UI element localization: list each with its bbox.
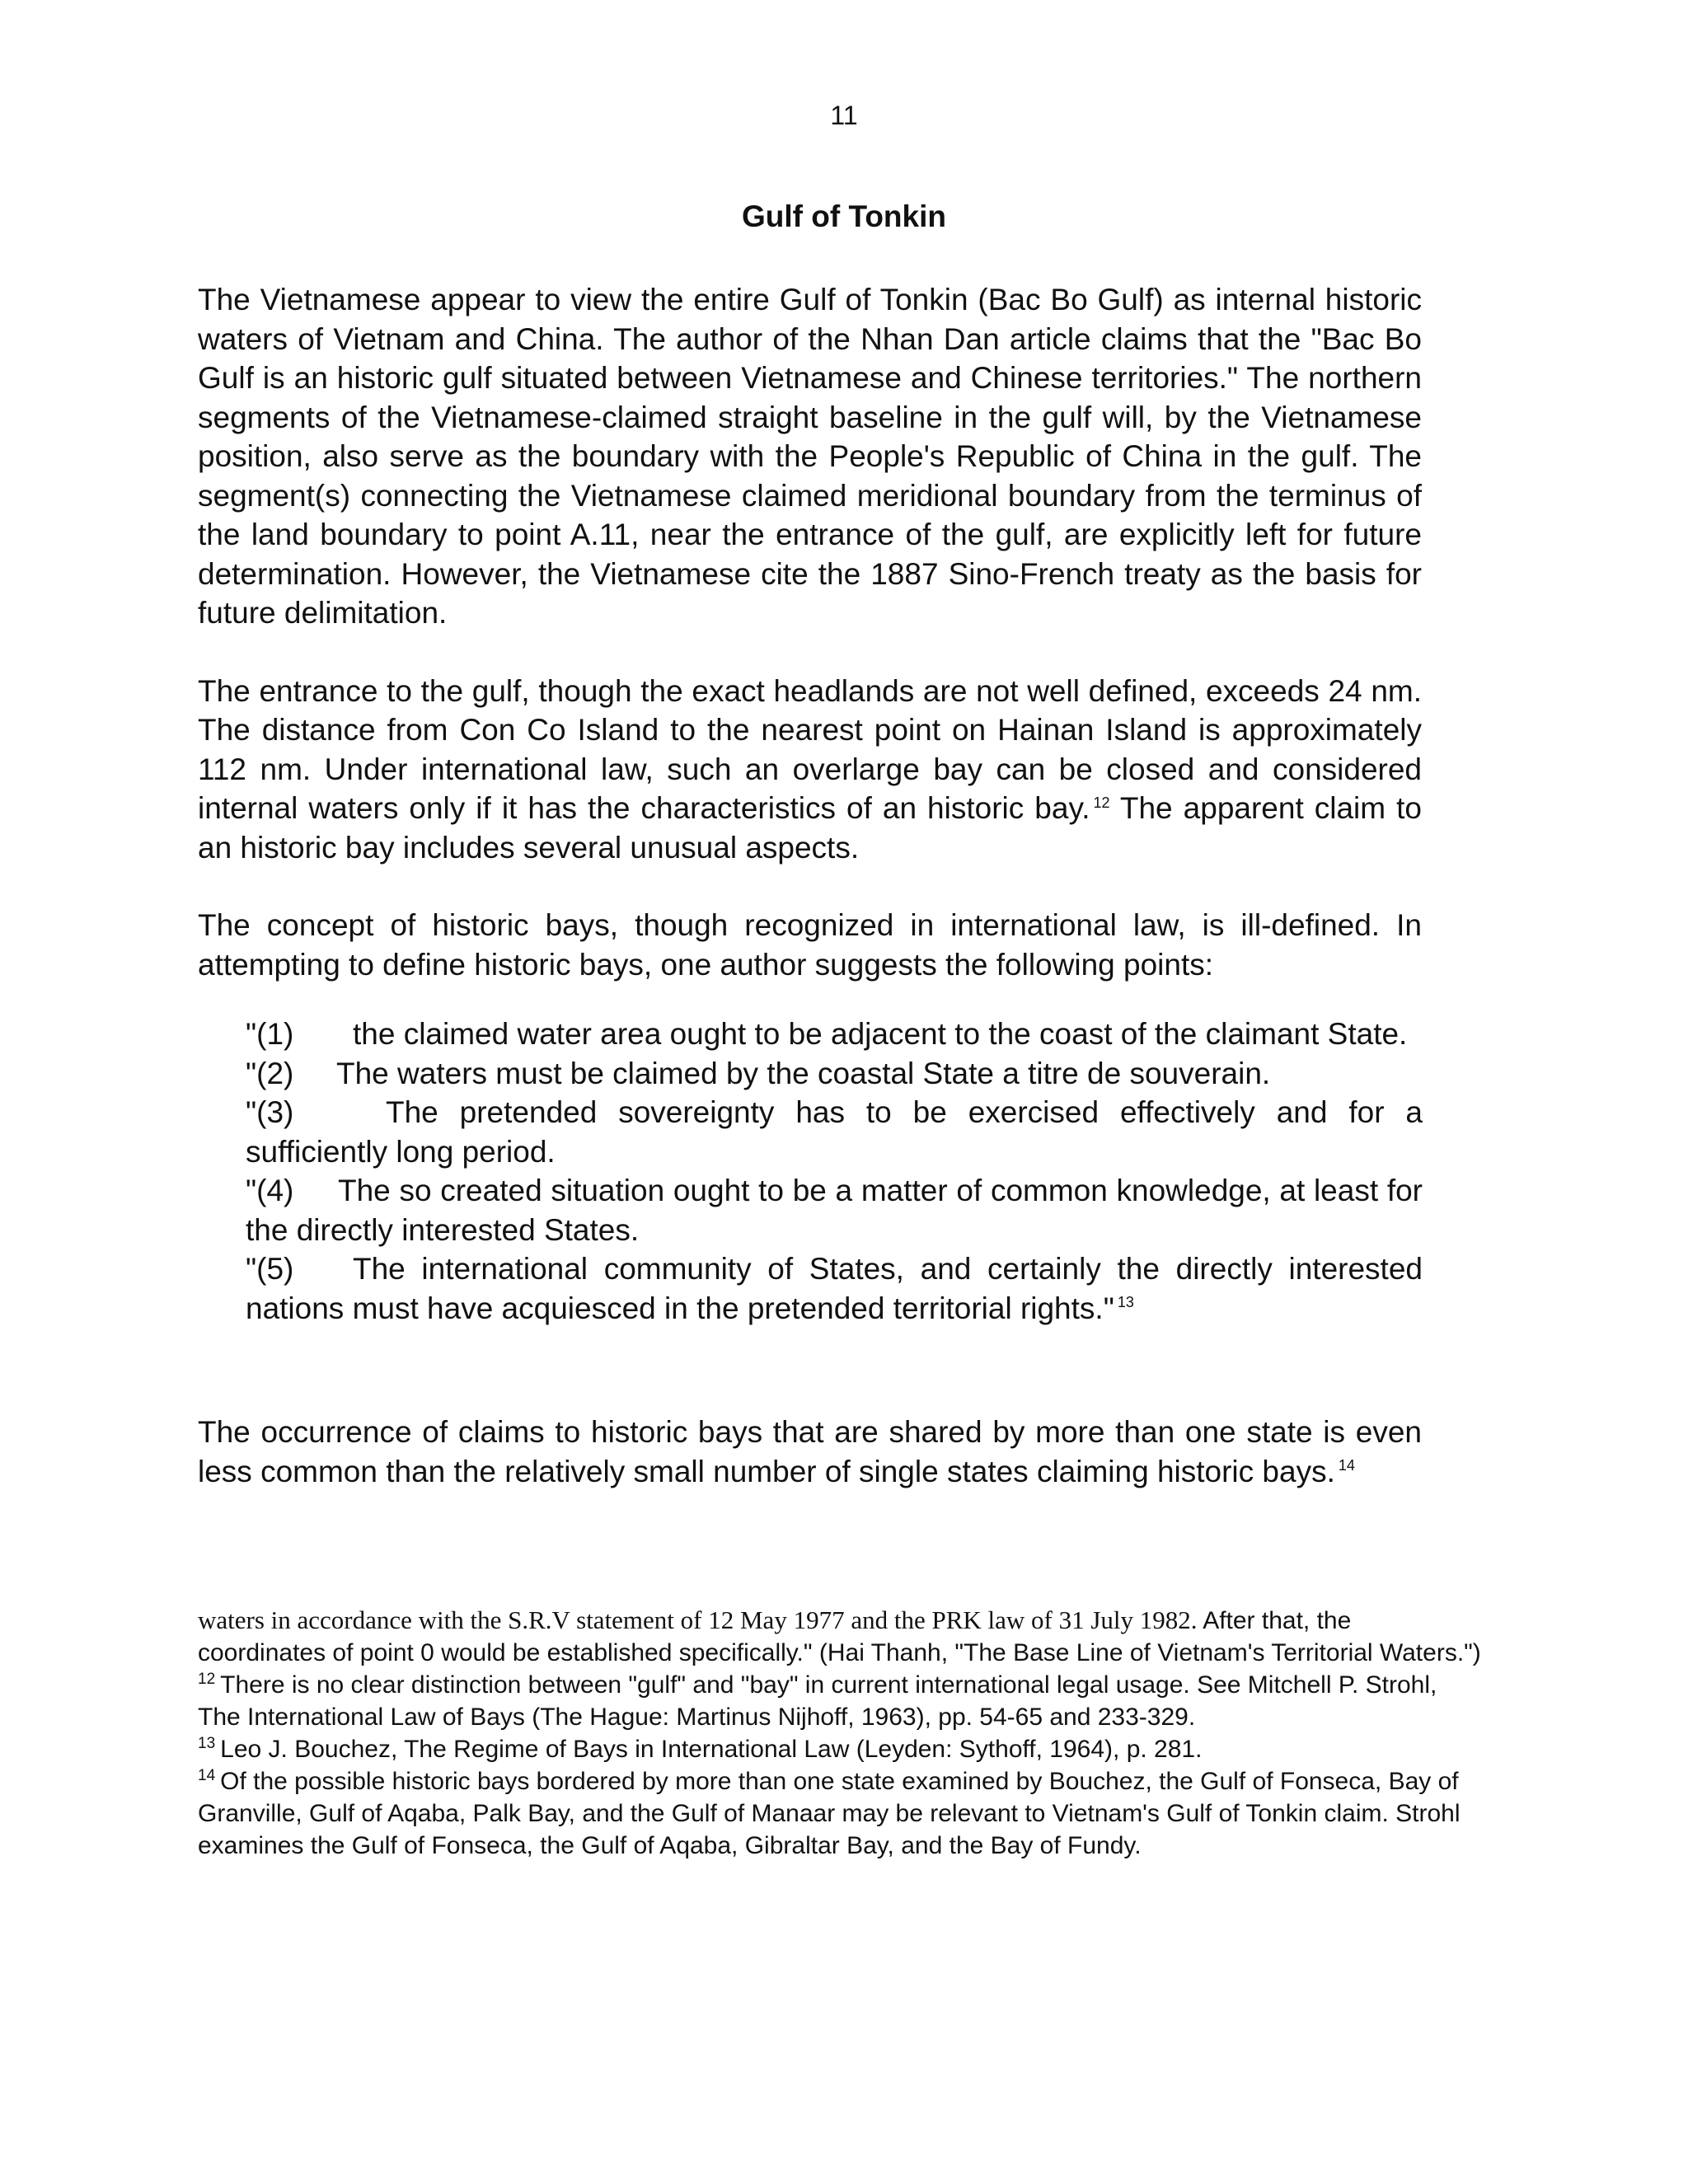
criterion-number: "(1) — [246, 1017, 294, 1051]
footnote-text: Leo J. Bouchez, The Regime of Bays in International Law (Leyden: Sythoff, 1964), p. 281. — [220, 1736, 1203, 1763]
footnotes — [198, 1604, 1484, 1862]
footnote-continuation-serif: waters in accordance with the S.R.V statement of 12 May 1977 and the PRK law of 31 July 1982. — [198, 1605, 1198, 1634]
footnote-text: Of the possible historic bays bordered by more than one state examined by Bouchez, the Gulf of Fonseca, Bay of Granville, Gulf of Aqaba, Palk Bay, and the Gulf of Manaar may be relevant to Vietnam's Gulf of Tonkin claim. Strohl examines the Gulf of Fonseca, the Gulf of Aqaba, Gibraltar Bay, and the Bay of Fundy. — [198, 1768, 1461, 1859]
footnote-13 — [198, 1733, 1484, 1765]
page-title: Gulf of Tonkin — [742, 199, 946, 233]
footnote-12 — [198, 1669, 1484, 1733]
footnote-number: 13 — [198, 1735, 216, 1752]
footnote-ref-12[interactable]: 12 — [1093, 794, 1110, 811]
footnote-number: 12 — [198, 1671, 216, 1688]
footnote-continuation-sans: After that, the coordinates of point 0 would be established specifically." (Hai Thanh, "The Base Line of Vietnam's Territorial Waters.") — [198, 1607, 1481, 1666]
historic-bay-criteria-list — [246, 1015, 1423, 1328]
criterion-number: "(4) — [246, 1174, 294, 1207]
main-text — [198, 280, 1422, 1023]
paragraph-1: The Vietnamese appear to view the entire Gulf of Tonkin (Bac Bo Gulf) as internal historic waters of Vietnam and China. The author of the Nhan Dan article claims that the "Bac Bo Gulf is an historic gulf situated between Vietnamese and Chinese territories." The northern segments of the Vietnamese-claimed straight baseline in the gulf will, by the Vietnamese position, also serve as the boundary with the People's Republic of China in the gulf. The segment(s) connecting the Vietnamese claimed meridional boundary from the terminus of the land boundary to point A.11, near the entrance of the gulf, are explicitly left for future determination. However, the Vietnamese cite the 1887 Sino-French treaty as the basis for future delimitation. — [198, 283, 1422, 630]
criterion-item — [246, 1015, 1423, 1054]
footnote-continuation — [198, 1604, 1484, 1669]
criterion-text: The waters must be claimed by the coastal State a titre de souverain. — [336, 1056, 1271, 1090]
criterion-text: The international community of States, and certainly the directly interested nations must have acquiesced in the pretended territorial rights." — [246, 1252, 1423, 1325]
paragraph-2-text: The entrance to the gulf, though the exact headlands are not well defined, exceeds 24 nm. The distance from Con Co Island to the nearest point on Hainan Island is approximately 112 nm. Under international law, such an overlarge bay can be closed and considered internal waters only if it has the characteristics of an historic bay. — [198, 673, 1422, 825]
footnote-14 — [198, 1765, 1484, 1862]
paragraph-3: The concept of historic bays, though recognized in international law, is ill-defined. In attempting to define historic bays, one author suggests the following points: — [198, 908, 1422, 982]
footnote-text: There is no clear distinction between "gulf" and "bay" in current international legal usage. See Mitchell P. Strohl, The International Law of Bays (The Hague: Martinus Nijhoff, 1963), pp. 54-65 and 233-329. — [198, 1671, 1437, 1731]
criterion-item — [246, 1171, 1423, 1249]
criterion-text: the claimed water area ought to be adjacent to the coast of the claimant State. — [353, 1017, 1408, 1051]
criterion-number: "(5) — [246, 1252, 294, 1286]
footnote-number: 14 — [198, 1767, 216, 1784]
footnote-ref-14[interactable]: 14 — [1338, 1457, 1355, 1474]
criterion-number: "(3) — [246, 1095, 294, 1129]
paragraph-4-text: The occurrence of claims to historic bays that are shared by more than one state is even less common than the relatively small number of single states claiming historic bays. — [198, 1415, 1422, 1488]
footnote-ref-13[interactable]: 13 — [1117, 1294, 1134, 1311]
page-number: 11 — [830, 101, 858, 130]
criterion-text: The pretended sovereignty has to be exercised effectively and for a sufficiently long period. — [246, 1095, 1423, 1169]
criterion-item — [246, 1249, 1423, 1328]
criterion-text: The so created situation ought to be a matter of common knowledge, at least for the directly interested States. — [246, 1174, 1423, 1247]
criterion-number: "(2) — [246, 1056, 294, 1090]
main-text-continued — [198, 1413, 1422, 1530]
criterion-item — [246, 1054, 1423, 1094]
paragraph-2 — [198, 672, 1422, 868]
paragraph-2-text-end: The apparent claim to an historic bay includes several unusual aspects. — [198, 791, 1422, 865]
criterion-item — [246, 1093, 1423, 1171]
paragraph-4 — [198, 1413, 1422, 1491]
